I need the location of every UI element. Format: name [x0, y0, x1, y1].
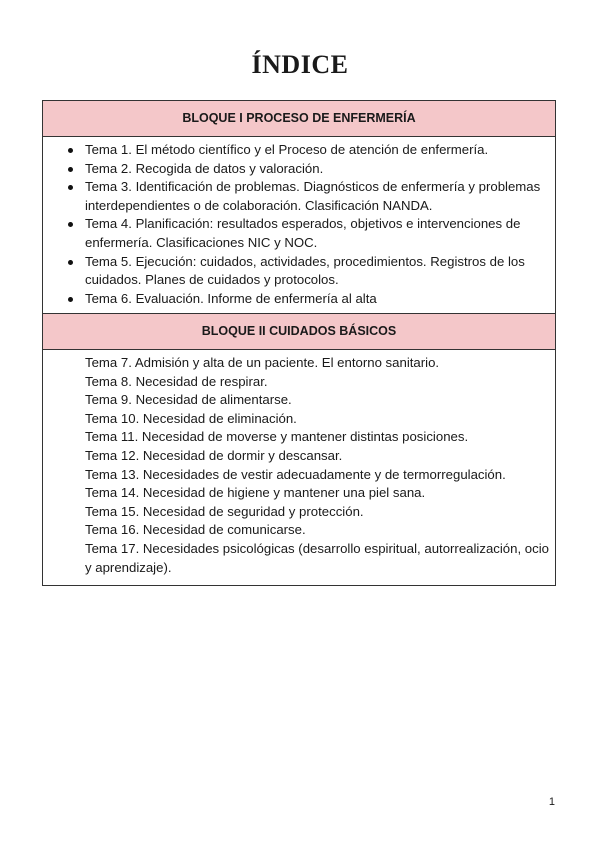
list-item: Tema 7. Admisión y alta de un paciente. El entorno sanitario.: [85, 355, 440, 370]
list-item: Tema 12. Necesidad de dormir y descansar.: [85, 447, 343, 463]
list-item: Tema 9. Necesidad de alimentarse.: [85, 392, 292, 408]
list-item: Tema 1. El método científico y el Proceso de atención de enfermería.: [85, 141, 549, 160]
list-item: Tema 17. Necesidades psicológicas (desarrollo espiritual, autorrealización, ocio y aprendizaje).: [85, 540, 549, 575]
block-1-list: [85, 141, 549, 308]
list-item: Tema 13. Necesidades de vestir adecuadamente y de termorregulación.: [85, 466, 506, 482]
list-item: Tema 5. Ejecución: cuidados, actividades, procedimientos. Registros de los cuidados. Planes de cuidados y protocolos.: [85, 253, 549, 290]
page-title: ÍNDICE: [251, 50, 349, 79]
list-item: Tema 11. Necesidad de moverse y mantener distintas posiciones.: [85, 429, 469, 445]
list-item: Tema 4. Planificación: resultados esperados, objetivos e intervenciones de enfermería. Clasificaciones NIC y NOC.: [85, 215, 549, 252]
block-2-body: [43, 350, 555, 585]
list-item: Tema 14. Necesidad de higiene y mantener una piel sana.: [85, 485, 426, 501]
list-item: Tema 10. Necesidad de eliminación.: [85, 410, 297, 426]
list-item: Tema 6. Evaluación. Informe de enfermería al alta: [85, 290, 549, 309]
page-number: 1: [548, 796, 555, 808]
list-item: Tema 3. Identificación de problemas. Diagnósticos de enfermería y problemas interdependientes o de colaboración. Clasificación NANDA.: [85, 178, 549, 215]
block-1-header: BLOQUE I PROCESO DE ENFERMERÍA: [43, 101, 555, 137]
block-2-header: BLOQUE II CUIDADOS BÁSICOS: [43, 314, 555, 350]
list-item: Tema 15. Necesidad de seguridad y protección.: [85, 503, 364, 519]
block-1-body: [43, 137, 555, 314]
index-table: [42, 100, 556, 586]
list-item: Tema 2. Recogida de datos y valoración.: [85, 160, 549, 179]
list-item: Tema 8. Necesidad de respirar.: [85, 373, 268, 389]
list-item: Tema 16. Necesidad de comunicarse.: [85, 522, 306, 538]
